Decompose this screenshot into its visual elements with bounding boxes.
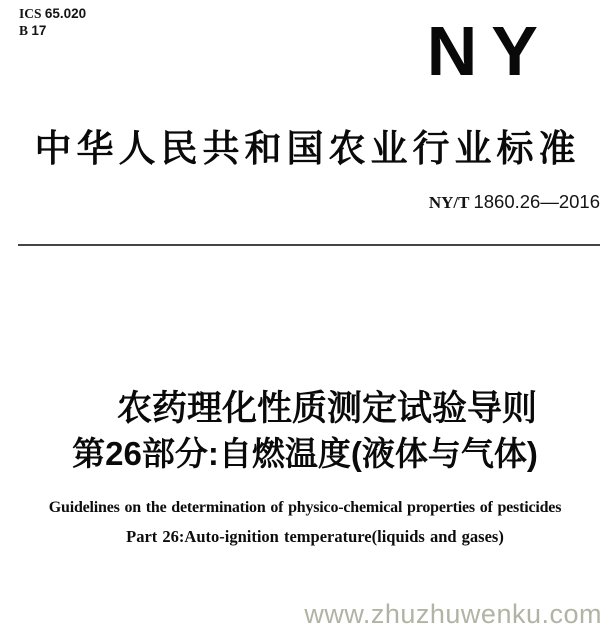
subject-title-en-line2: Part 26:Auto-ignition temperature(liquids and gases) xyxy=(126,527,504,546)
ics-classification-block xyxy=(19,5,86,39)
ics-value: 65.020 xyxy=(44,6,87,21)
ics-code-line xyxy=(19,5,86,22)
ics-label: ICS xyxy=(19,6,42,21)
site-watermark: www.zhuzhuwenku.com xyxy=(304,599,602,629)
header-divider xyxy=(18,244,600,246)
standard-number xyxy=(429,191,600,213)
standard-number-prefix: NY/T xyxy=(428,193,470,212)
subject-title-cn-line1: 农药理化性质测定试验导则 xyxy=(116,389,537,428)
standard-number-value: 1860.26—2016 xyxy=(473,191,600,212)
class-code-line xyxy=(19,22,86,39)
subject-title-cn-line2: 第26部分:自燃温度(液体与气体) xyxy=(72,435,538,472)
ny-standard-logo: NY xyxy=(426,12,552,90)
class-label: B xyxy=(19,23,29,38)
class-value: 17 xyxy=(31,23,47,38)
subject-title-en-line1: Guidelines on the determination of physico-chemical properties of pesticides xyxy=(48,499,562,516)
page-title: 中华人民共和国农业行业标准 xyxy=(34,128,581,169)
